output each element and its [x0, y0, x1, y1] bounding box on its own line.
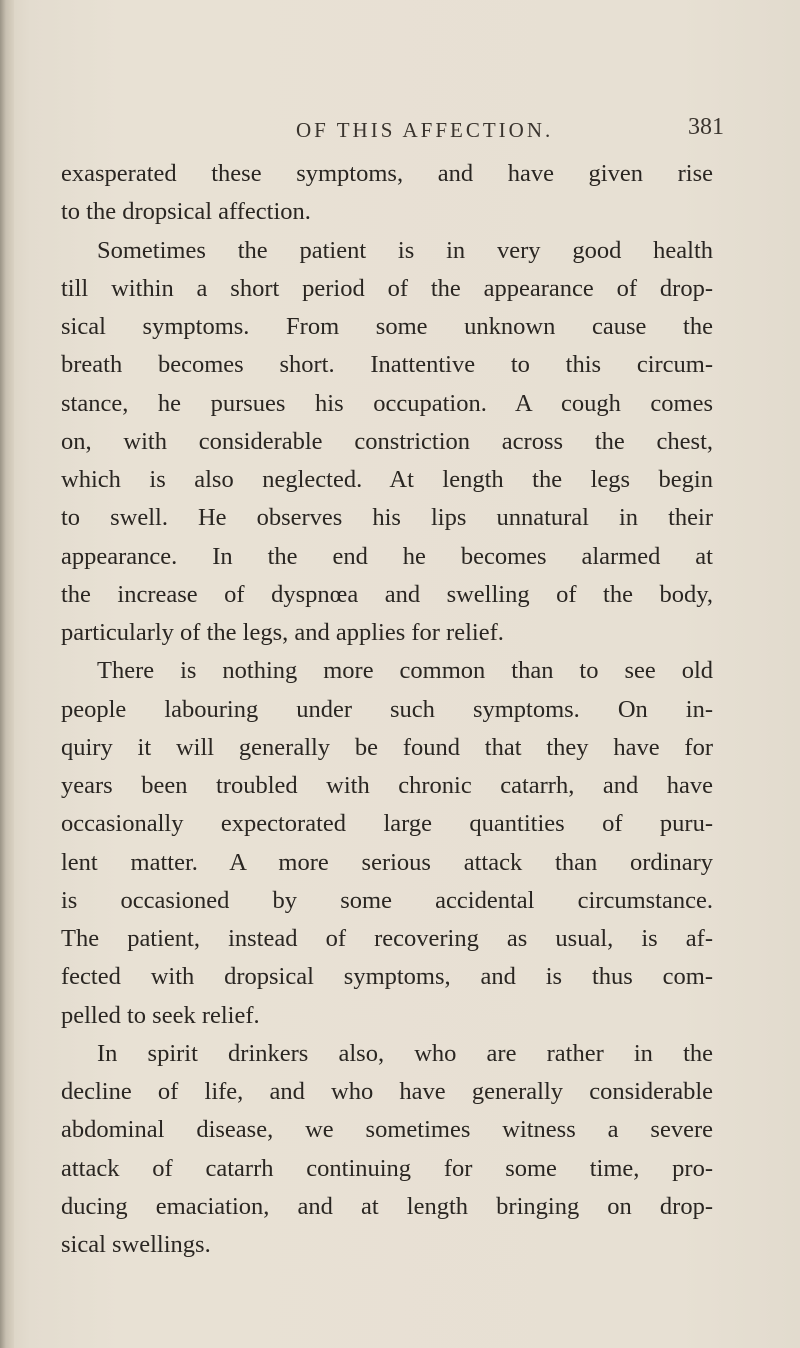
text-line: sical symptoms. From some unknown cause the — [61, 313, 713, 340]
text-line: decline of life, and who have generally considerable — [61, 1078, 713, 1105]
paragraph-first-line: Sometimes the patient is in very good health — [97, 236, 713, 264]
text-line: breath becomes short. Inattentive to this circum- — [61, 351, 713, 379]
text-line: on, with considerable constriction across the chest, — [61, 427, 713, 455]
text-line: exasperated these symptoms, and have given rise — [61, 160, 713, 187]
text-line: The patient, instead of recovering as usual, is af- — [61, 925, 713, 952]
text-line: occasionally expectorated large quantities of puru- — [61, 810, 713, 838]
text-line: people labouring under such symptoms. On in- — [61, 695, 713, 723]
text-line: stance, he pursues his occupation. A cough comes — [61, 389, 713, 417]
text-line: abdominal disease, we sometimes witness a severe — [61, 1116, 713, 1144]
text-line: ducing emaciation, and at length bringing on drop- — [61, 1192, 713, 1220]
text-line: to the dropsical affection. — [61, 198, 311, 226]
running-head: OF THIS AFFECTION. — [296, 118, 554, 142]
text-line: is occasioned by some accidental circumstance. — [61, 886, 713, 914]
text-line: appearance. In the end he becomes alarmed at — [61, 542, 713, 570]
text-line: sical swellings. — [61, 1231, 211, 1258]
text-line: lent matter. A more serious attack than ordinary — [61, 848, 713, 876]
text-line: attack of catarrh continuing for some time, pro- — [61, 1154, 713, 1182]
text-line: the increase of dyspnœa and swelling of the body, — [61, 580, 713, 608]
text-line: quiry it will generally be found that they have for — [61, 733, 713, 761]
page-binding-edge — [0, 0, 14, 1348]
text-line: which is also neglected. At length the legs begin — [61, 466, 713, 493]
paragraph-first-line: There is nothing more common than to see old — [97, 657, 713, 685]
text-line: particularly of the legs, and applies for relief. — [61, 619, 504, 646]
text-line: pelled to seek relief. — [61, 1001, 260, 1029]
text-line: till within a short period of the appearance of drop- — [61, 274, 713, 302]
text-line: to swell. He observes his lips unnatural in their — [61, 504, 713, 532]
page-number: 381 — [688, 114, 724, 140]
body-text — [61, 155, 713, 1264]
text-line: years been troubled with chronic catarrh, and have — [61, 772, 713, 799]
page-header — [60, 114, 740, 154]
text-line: fected with dropsical symptoms, and is thus com- — [61, 963, 713, 991]
paragraph-first-line: In spirit drinkers also, who are rather in the — [97, 1039, 713, 1067]
